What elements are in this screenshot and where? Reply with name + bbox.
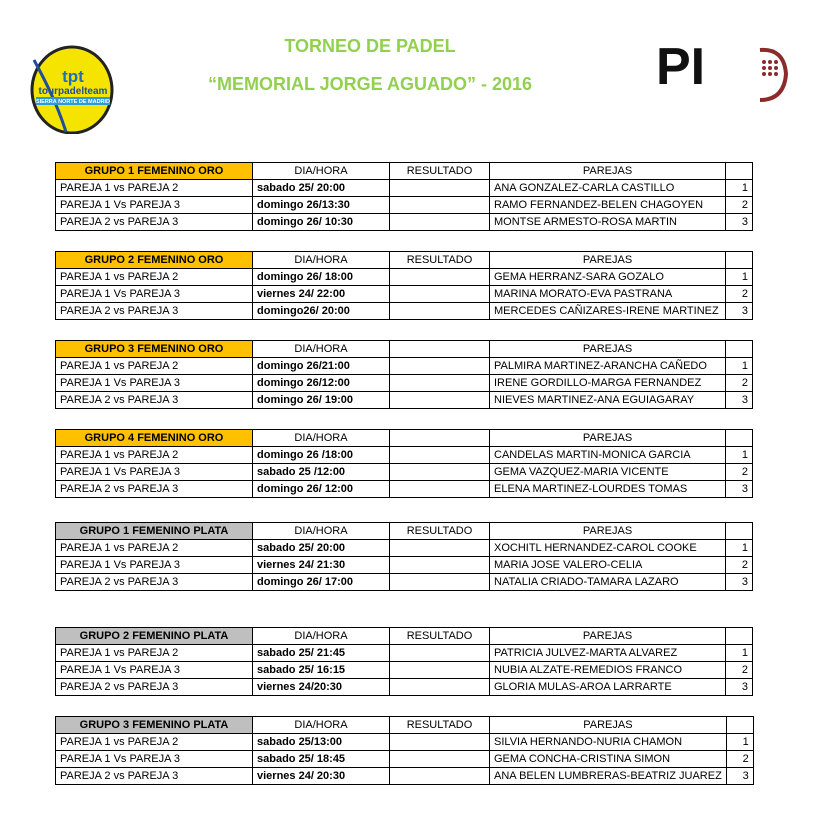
match-cell: PAREJA 1 vs PAREJA 2 [56, 180, 253, 197]
resultado-cell [390, 768, 490, 785]
pareja-number-cell: 1 [726, 358, 753, 375]
table-row [56, 645, 753, 662]
group-header-row [56, 341, 753, 358]
dia-hora-header: DIA/HORA [253, 430, 390, 447]
pareja-cell: XOCHITL HERNANDEZ-CAROL COOKE [490, 540, 726, 557]
pareja-number-cell: 2 [726, 751, 753, 768]
table-row [56, 375, 753, 392]
match-cell: PAREJA 1 vs PAREJA 2 [56, 645, 253, 662]
pareja-number-cell: 2 [726, 557, 753, 574]
table-row [56, 768, 754, 785]
table-row [56, 447, 753, 464]
group-name: GRUPO 3 FEMENINO ORO [56, 341, 253, 358]
dia-hora-cell: domingo 26/13:30 [253, 197, 390, 214]
pareja-number-cell: 3 [726, 392, 753, 409]
table-row [56, 286, 753, 303]
match-cell: PAREJA 1 vs PAREJA 2 [56, 358, 253, 375]
resultado-cell [390, 734, 490, 751]
resultado-cell [390, 679, 490, 696]
dia-hora-cell: sabado 25/ 20:00 [253, 540, 390, 557]
match-cell: PAREJA 1 vs PAREJA 2 [56, 540, 253, 557]
table-row [56, 557, 753, 574]
pareja-number-cell: 1 [726, 447, 753, 464]
table-row [56, 214, 753, 231]
dia-hora-header: DIA/HORA [253, 163, 390, 180]
pareja-cell: ELENA MARTINEZ-LOURDES TOMAS [490, 481, 726, 498]
pareja-cell: MONTSE ARMESTO-ROSA MARTIN [490, 214, 726, 231]
parejas-header: PAREJAS [490, 430, 726, 447]
pareja-cell: RAMO FERNANDEZ-BELEN CHAGOYEN [490, 197, 726, 214]
pareja-cell: SILVIA HERNANDO-NURIA CHAMON [490, 734, 727, 751]
parejas-header: PAREJAS [490, 341, 726, 358]
dia-hora-header: DIA/HORA [253, 717, 390, 734]
group-table [55, 716, 754, 785]
dia-hora-cell: domingo26/ 20:00 [253, 303, 390, 320]
resultado-header: RESULTADO [390, 252, 490, 269]
match-cell: PAREJA 2 vs PAREJA 3 [56, 392, 253, 409]
match-cell: PAREJA 1 vs PAREJA 2 [56, 269, 253, 286]
dia-hora-cell: viernes 24/ 22:00 [253, 286, 390, 303]
pareja-number-cell: 2 [726, 662, 753, 679]
num-header [726, 523, 753, 540]
resultado-cell [390, 269, 490, 286]
dia-hora-cell: domingo 26/12:00 [253, 375, 390, 392]
num-header [726, 430, 753, 447]
parejas-header: PAREJAS [490, 252, 726, 269]
pareja-cell: IRENE GORDILLO-MARGA FERNANDEZ [490, 375, 726, 392]
table-row [56, 303, 753, 320]
table-row [56, 662, 753, 679]
dia-hora-cell: domingo 26/ 18:00 [253, 269, 390, 286]
table-row [56, 464, 753, 481]
resultado-cell [390, 180, 490, 197]
pareja-number-cell: 2 [726, 375, 753, 392]
dia-hora-cell: domingo 26/ 10:30 [253, 214, 390, 231]
dia-hora-cell: domingo 26/ 19:00 [253, 392, 390, 409]
match-cell: PAREJA 1 vs PAREJA 2 [56, 734, 253, 751]
resultado-header: RESULTADO [390, 717, 490, 734]
dia-hora-cell: domingo 26/21:00 [253, 358, 390, 375]
group-header-row [56, 163, 753, 180]
resultado-cell [390, 375, 490, 392]
group-header-row [56, 717, 754, 734]
table-row [56, 751, 754, 768]
group-table [55, 162, 753, 231]
dia-hora-cell: domingo 26 /18:00 [253, 447, 390, 464]
dia-hora-cell: sabado 25/ 18:45 [253, 751, 390, 768]
group-table [55, 429, 753, 498]
match-cell: PAREJA 1 Vs PAREJA 3 [56, 286, 253, 303]
resultado-cell [390, 645, 490, 662]
match-cell: PAREJA 1 Vs PAREJA 3 [56, 751, 253, 768]
table-row [56, 392, 753, 409]
num-header [726, 163, 753, 180]
pareja-cell: GEMA VAZQUEZ-MARIA VICENTE [490, 464, 726, 481]
pareja-cell: NATALIA CRIADO-TAMARA LAZARO [490, 574, 726, 591]
pareja-cell: ANA BELEN LUMBRERAS-BEATRIZ JUAREZ [490, 768, 727, 785]
pareja-cell: MARINA MORATO-EVA PASTRANA [490, 286, 726, 303]
group-table [55, 627, 753, 696]
pareja-cell: MERCEDES CAÑIZARES-IRENE MARTINEZ [490, 303, 726, 320]
group-header-row [56, 523, 753, 540]
dia-hora-header: DIA/HORA [253, 252, 390, 269]
match-cell: PAREJA 1 Vs PAREJA 3 [56, 662, 253, 679]
dia-hora-cell: sabado 25 /12:00 [253, 464, 390, 481]
dia-hora-header: DIA/HORA [253, 523, 390, 540]
num-header [726, 628, 753, 645]
parejas-header: PAREJAS [490, 163, 726, 180]
group-name: GRUPO 2 FEMENINO PLATA [56, 628, 253, 645]
resultado-header: RESULTADO [390, 163, 490, 180]
match-cell: PAREJA 1 vs PAREJA 2 [56, 447, 253, 464]
resultado-cell [390, 197, 490, 214]
table-row [56, 481, 753, 498]
table-row [56, 180, 753, 197]
svg-text:PI: PI [656, 38, 706, 96]
resultado-cell [390, 303, 490, 320]
parejas-header: PAREJAS [490, 717, 727, 734]
pareja-number-cell: 3 [726, 679, 753, 696]
pareja-cell: PALMIRA MARTINEZ-ARANCHA CAÑEDO [490, 358, 726, 375]
table-row [56, 540, 753, 557]
dia-hora-cell: viernes 24/ 21:30 [253, 557, 390, 574]
num-header [726, 341, 753, 358]
pareja-cell: NIEVES MARTINEZ-ANA EGUIAGARAY [490, 392, 726, 409]
group-name: GRUPO 2 FEMENINO ORO [56, 252, 253, 269]
dia-hora-header: DIA/HORA [253, 628, 390, 645]
resultado-header [390, 430, 490, 447]
match-cell: PAREJA 1 Vs PAREJA 3 [56, 464, 253, 481]
group-name: GRUPO 4 FEMENINO ORO [56, 430, 253, 447]
match-cell: PAREJA 2 vs PAREJA 3 [56, 679, 253, 696]
dia-hora-cell: sabado 25/ 20:00 [253, 180, 390, 197]
dia-hora-cell: sabado 25/ 21:45 [253, 645, 390, 662]
match-cell: PAREJA 2 vs PAREJA 3 [56, 481, 253, 498]
dia-hora-cell: sabado 25/13:00 [253, 734, 390, 751]
pareja-number-cell: 3 [726, 481, 753, 498]
svg-text:tourpadelteam: tourpadelteam [38, 86, 108, 97]
pareja-number-cell: 3 [726, 303, 753, 320]
group-name: GRUPO 1 FEMENINO PLATA [56, 523, 253, 540]
resultado-header: RESULTADO [390, 523, 490, 540]
pareja-cell: GEMA CONCHA-CRISTINA SIMON [490, 751, 727, 768]
resultado-cell [390, 481, 490, 498]
pareja-number-cell: 2 [726, 464, 753, 481]
table-row [56, 197, 753, 214]
pareja-number-cell: 3 [726, 768, 753, 785]
resultado-cell [390, 557, 490, 574]
num-header [726, 717, 753, 734]
pareja-number-cell: 1 [726, 734, 753, 751]
resultado-cell [390, 447, 490, 464]
resultado-cell [390, 286, 490, 303]
group-name: GRUPO 1 FEMENINO ORO [56, 163, 253, 180]
table-row [56, 679, 753, 696]
match-cell: PAREJA 2 vs PAREJA 3 [56, 768, 253, 785]
pareja-number-cell: 2 [726, 197, 753, 214]
resultado-cell [390, 574, 490, 591]
resultado-cell [390, 751, 490, 768]
resultado-header [390, 341, 490, 358]
dia-hora-cell: domingo 26/ 17:00 [253, 574, 390, 591]
group-table [55, 251, 753, 320]
match-cell: PAREJA 1 Vs PAREJA 3 [56, 197, 253, 214]
pareja-cell: GLORIA MULAS-AROA LARRARTE [490, 679, 726, 696]
match-cell: PAREJA 2 vs PAREJA 3 [56, 574, 253, 591]
table-row [56, 358, 753, 375]
pareja-cell: MARIA JOSE VALERO-CELIA [490, 557, 726, 574]
resultado-cell [390, 214, 490, 231]
table-row [56, 574, 753, 591]
svg-text:SIERRA NORTE DE MADRID: SIERRA NORTE DE MADRID [35, 99, 111, 105]
svg-text:tpt: tpt [62, 67, 84, 86]
pareja-number-cell: 1 [726, 269, 753, 286]
dia-hora-cell: domingo 26/ 12:00 [253, 481, 390, 498]
group-name: GRUPO 3 FEMENINO PLATA [56, 717, 253, 734]
resultado-cell [390, 358, 490, 375]
pareja-number-cell: 2 [726, 286, 753, 303]
parejas-header: PAREJAS [490, 628, 726, 645]
dia-hora-cell: viernes 24/ 20:30 [253, 768, 390, 785]
pareja-number-cell: 3 [726, 214, 753, 231]
resultado-cell [390, 540, 490, 557]
resultado-cell [390, 662, 490, 679]
pareja-cell: GEMA HERRANZ-SARA GOZALO [490, 269, 726, 286]
dia-hora-cell: viernes 24/20:30 [253, 679, 390, 696]
pareja-number-cell: 3 [726, 574, 753, 591]
pareja-cell: ANA GONZALEZ-CARLA CASTILLO [490, 180, 726, 197]
pareja-cell: CANDELAS MARTIN-MONICA GARCIA [490, 447, 726, 464]
match-cell: PAREJA 2 vs PAREJA 3 [56, 214, 253, 231]
group-header-row [56, 628, 753, 645]
parejas-header: PAREJAS [490, 523, 726, 540]
page-title: TORNEO DE PADEL [284, 36, 456, 56]
group-header-row [56, 252, 753, 269]
match-cell: PAREJA 1 Vs PAREJA 3 [56, 375, 253, 392]
num-header [726, 252, 753, 269]
pareja-cell: NUBIA ALZATE-REMEDIOS FRANCO [490, 662, 726, 679]
group-table [55, 522, 753, 591]
table-row [56, 734, 754, 751]
dia-hora-header: DIA/HORA [253, 341, 390, 358]
pareja-number-cell: 1 [726, 645, 753, 662]
table-row [56, 269, 753, 286]
group-header-row [56, 430, 753, 447]
group-table [55, 340, 753, 409]
dia-hora-cell: sabado 25/ 16:15 [253, 662, 390, 679]
match-cell: PAREJA 2 vs PAREJA 3 [56, 303, 253, 320]
resultado-cell [390, 392, 490, 409]
pareja-number-cell: 1 [726, 180, 753, 197]
resultado-cell [390, 464, 490, 481]
pareja-number-cell: 1 [726, 540, 753, 557]
page-subtitle: “MEMORIAL JORGE AGUADO” - 2016 [207, 74, 533, 94]
pareja-cell: PATRICIA JULVEZ-MARTA ALVAREZ [490, 645, 726, 662]
match-cell: PAREJA 1 Vs PAREJA 3 [56, 557, 253, 574]
resultado-header: RESULTADO [390, 628, 490, 645]
